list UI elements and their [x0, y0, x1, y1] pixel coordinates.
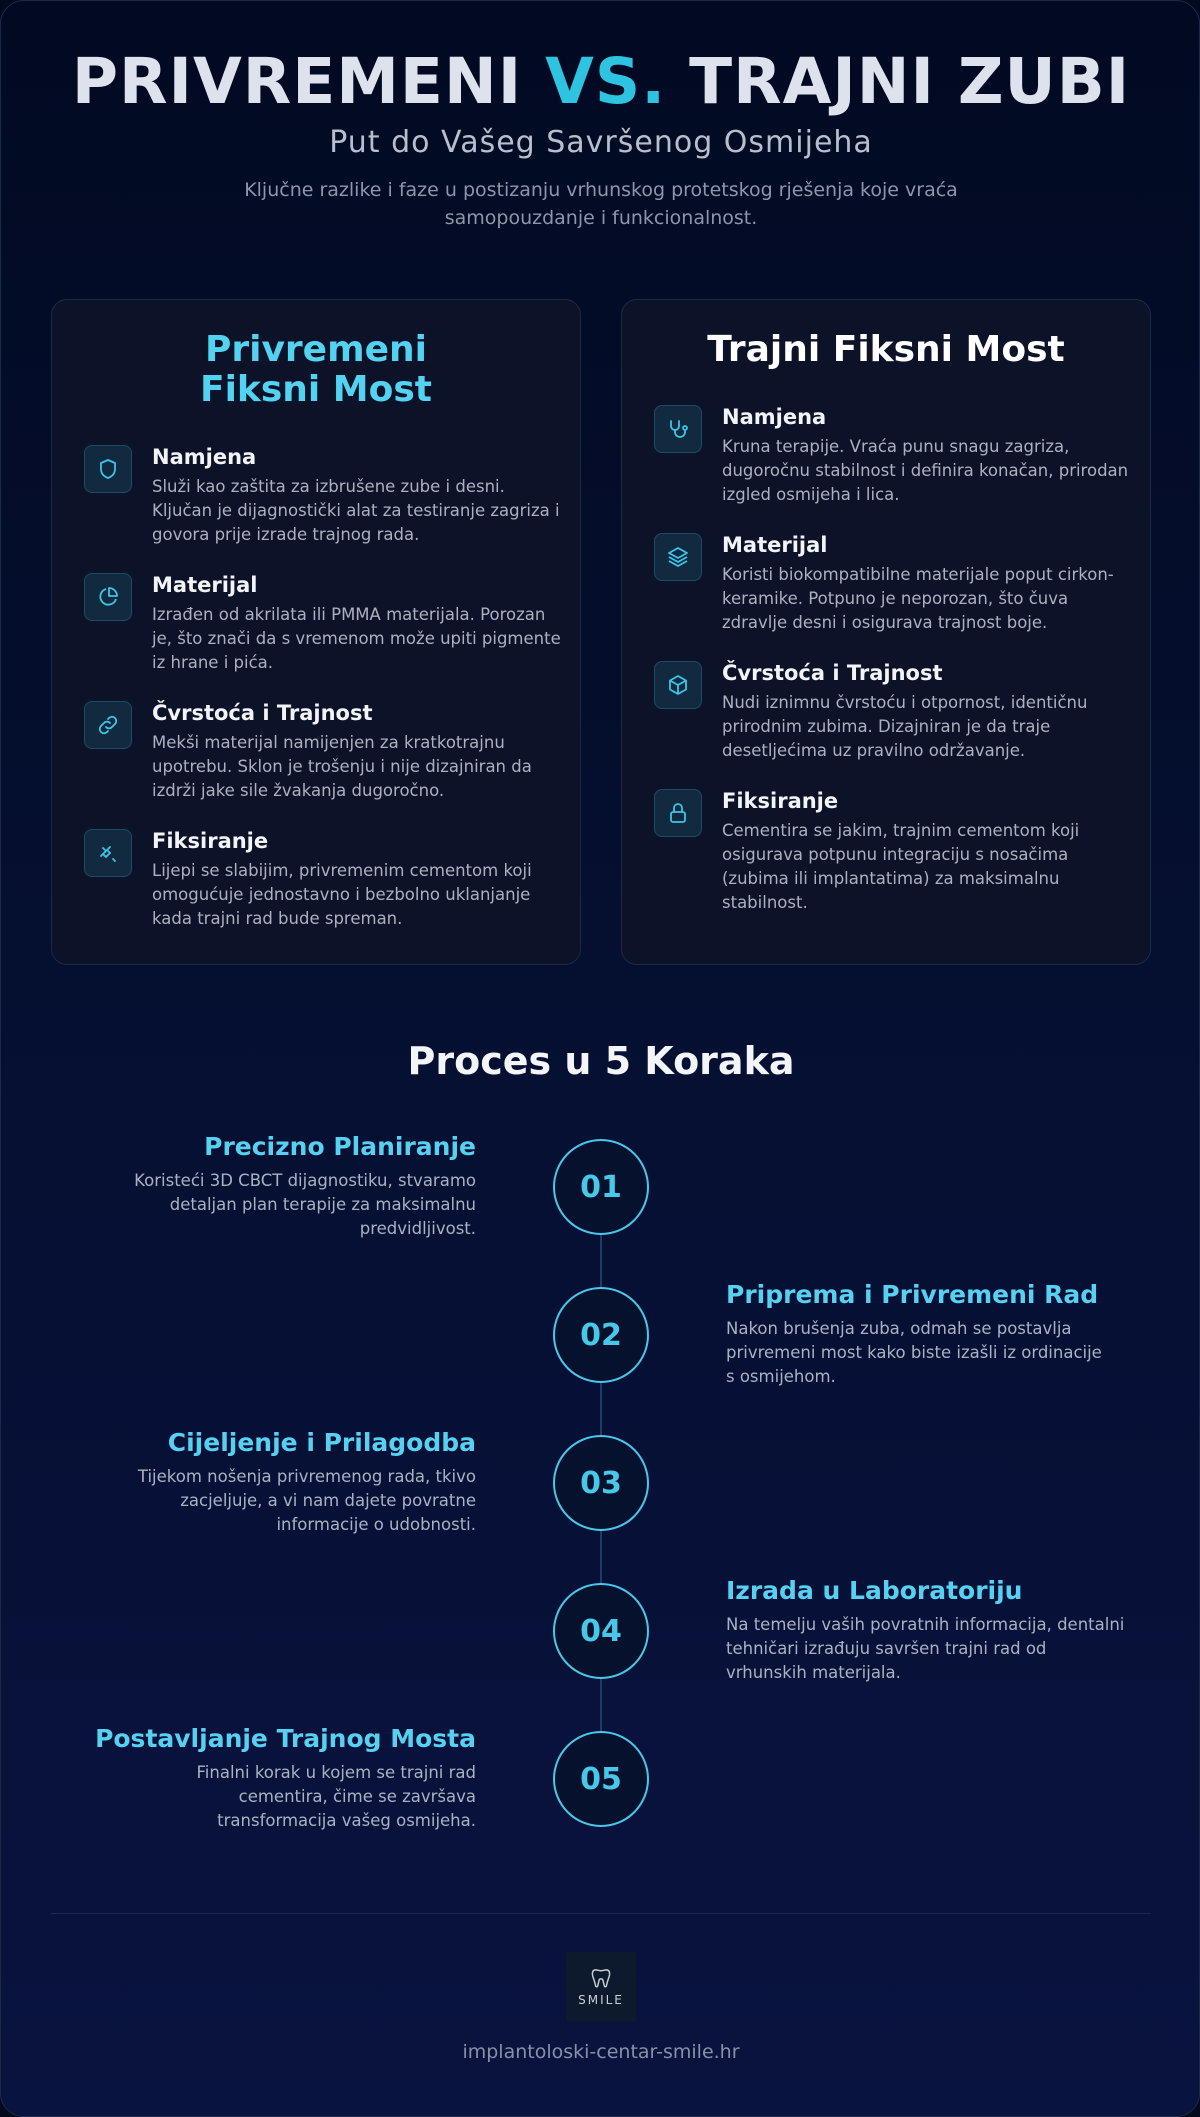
step-heading: Priprema i Privremeni Rad: [726, 1280, 1099, 1309]
step-heading: Cijeljenje i Prilagodba: [167, 1428, 476, 1457]
feature-heading: Materijal: [152, 573, 258, 597]
title-part-1: PRIVREMENI: [71, 45, 546, 118]
clinic-logo: [566, 1952, 636, 2022]
shield-icon: [84, 445, 132, 493]
link-icon: [84, 701, 132, 749]
temporary-bridge-card: [51, 299, 581, 965]
step-2: [726, 1279, 1156, 1389]
card-title: Trajni Fiksni Most: [707, 329, 1065, 370]
step-number: 01: [553, 1139, 649, 1235]
footer-divider: [51, 1913, 1151, 1914]
layers-icon: [654, 533, 702, 581]
feature-text: Nudi iznimnu čvrstoću i otpornost, identičnu prirodnim zubima. Dizajniran je da traje desetljećima uz pravilno održavanje.: [722, 693, 1088, 760]
step-description: Na temelju vaših povratnih informacija, dentalni tehničari izrađuju savršen trajni rad od vrhunskih materijala.: [726, 1615, 1125, 1682]
feature-heading: Namjena: [152, 445, 257, 469]
pie-chart-icon: [84, 573, 132, 621]
step-4: [726, 1575, 1156, 1685]
permanent-bridge-card: [621, 299, 1151, 965]
tooth-icon: [590, 1967, 612, 1991]
feature-text: Kruna terapije. Vraća punu snagu zagriza, dugoročnu stabilnost i definira konačan, prirodan izgled osmijeha i lica.: [722, 437, 1129, 504]
feature-text: Cementira se jakim, trajnim cementom koji osigurava potpunu integraciju s nosačima (zubima ili implantatima) za maksimalnu stabilnost.: [722, 821, 1080, 912]
feature-text: Koristi biokompatibilne materijale poput cirkon-keramike. Potpuno je neporozan, što čuva zdravlje desni i osigurava trajnost boje.: [722, 565, 1114, 632]
feature-heading: Fiksiranje: [152, 829, 269, 853]
lock-icon: [654, 789, 702, 837]
step-heading: Izrada u Laboratoriju: [726, 1576, 1023, 1605]
card-title: Privremeni Fiksni Most: [200, 329, 432, 410]
feature-heading: Namjena: [722, 405, 827, 429]
title-accent: VS.: [545, 45, 667, 118]
page-subtitle: Put do Vašeg Savršenog Osmijeha: [329, 125, 873, 160]
step-description: Nakon brušenja zuba, odmah se postavlja privremeni most kako biste izašli iz ordinacije s osmijehom.: [726, 1319, 1102, 1386]
step-1: [46, 1131, 476, 1241]
step-description: Tijekom nošenja privremenog rada, tkivo zacjeljuje, a vi nam dajete povratne informacije o udobnosti.: [137, 1467, 476, 1534]
step-number: 02: [553, 1287, 649, 1383]
step-number: 04: [553, 1583, 649, 1679]
step-heading: Postavljanje Trajnog Mosta: [95, 1724, 476, 1753]
feature-text: Mekši materijal namijenjen za kratkotrajnu upotrebu. Sklon je trošenju i nije dizajniran da izdrži jake sile žvakanja dugoročno.: [152, 733, 532, 800]
logo-text: SMILE: [578, 1993, 624, 2007]
cube-icon: [654, 661, 702, 709]
process-title: Proces u 5 Koraka: [407, 1039, 795, 1083]
page-title: [1, 45, 1200, 118]
feature-text: Služi kao zaštita za izbrušene zube i desni. Ključan je dijagnostički alat za testiranje zagriza i govora prije izrade trajnog rada.: [152, 477, 560, 544]
title-part-2: TRAJNI ZUBI: [666, 45, 1131, 118]
feature-heading: Čvrstoća i Trajnost: [722, 661, 943, 685]
step-heading: Precizno Planiranje: [204, 1132, 476, 1161]
page-lead: Ključne razlike i faze u postizanju vrhunskog protetskog rješenja koje vraća samopouzdanje i funkcionalnost.: [244, 179, 958, 229]
step-5: [46, 1723, 476, 1833]
step-number: 03: [553, 1435, 649, 1531]
unplug-icon: [84, 829, 132, 877]
feature-heading: Čvrstoća i Trajnost: [152, 701, 373, 725]
feature-heading: Materijal: [722, 533, 828, 557]
website-link[interactable]: implantoloski-centar-smile.hr: [462, 2041, 740, 2063]
stethoscope-icon: [654, 405, 702, 453]
step-number: 05: [553, 1731, 649, 1827]
step-description: Finalni korak u kojem se trajni rad cementira, čime se završava transformacija vašeg osmijeha.: [196, 1763, 476, 1830]
step-3: [46, 1427, 476, 1537]
step-description: Koristeći 3D CBCT dijagnostiku, stvaramo detaljan plan terapije za maksimalnu predvidljivost.: [134, 1171, 476, 1238]
feature-heading: Fiksiranje: [722, 789, 839, 813]
feature-text: Lijepi se slabijim, privremenim cementom koji omogućuje jednostavno i bezbolno uklanjanje kada trajni rad bude spreman.: [152, 861, 532, 928]
feature-text: Izrađen od akrilata ili PMMA materijala. Porozan je, što znači da s vremenom može upiti pigmente iz hrane i pića.: [152, 605, 561, 672]
